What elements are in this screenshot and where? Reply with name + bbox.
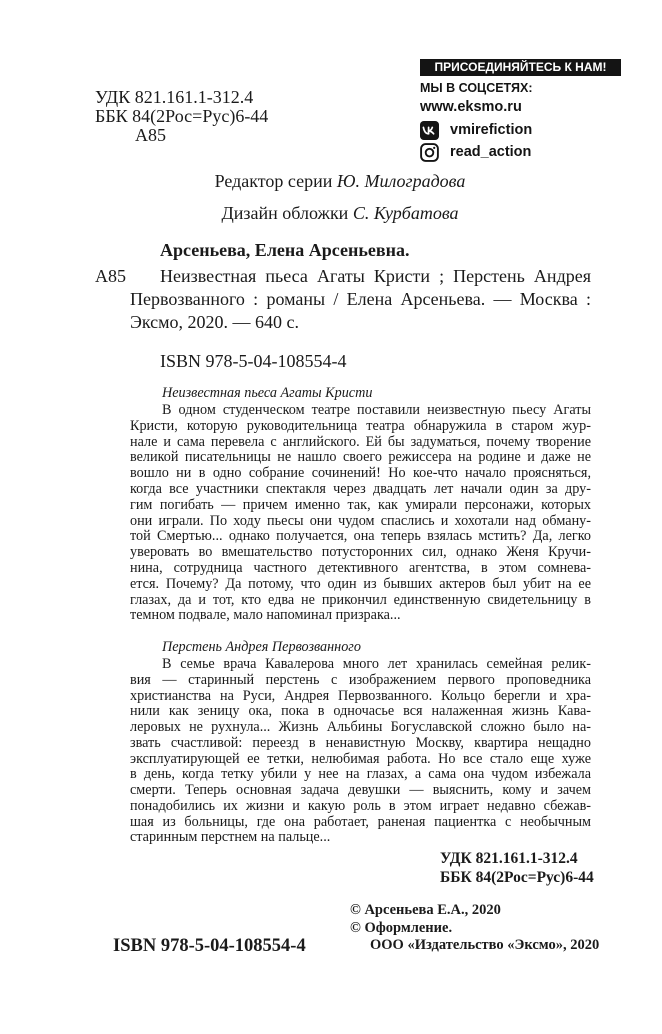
annotation-line: ется. Почему? Да потому, что один из бывших актеров был убит на ее [130, 575, 591, 592]
bib-line: Неизвестная пьеса Агаты Кристи ; Перстень Андрея [160, 266, 591, 286]
annotation-title: Неизвестная пьеса Агаты Кристи [162, 385, 373, 401]
udk-code: УДК 821.161.1-312.4 [95, 87, 254, 107]
annotation-line: Кристи, которую руководительница театра обнаружила в старом жур- [130, 417, 591, 434]
instagram-icon [420, 143, 439, 162]
classification-block [95, 88, 268, 145]
annotation-line: В одном студенческом театре поставили неизвестную пьесу Агаты [162, 402, 591, 418]
isbn-record: ISBN 978-5-04-108554-4 [160, 351, 347, 371]
vk-handle: vmirefiction [450, 122, 533, 138]
website-url: www.eksmo.ru [420, 99, 522, 115]
annotation-line: В семье врача Кавалерова много лет хранилась семейная релик- [162, 656, 591, 672]
series-editor-name: Ю. Милоградова [336, 171, 466, 191]
annotation-line: эксплуатирующей ее тетки, нелюбимая работа. Но все стало еще хуже [130, 750, 591, 767]
annotation-line: в день, когда тетку убили у нее на глазах, а сама она чудом избежала [130, 766, 591, 783]
bib-author-mark: А85 [95, 266, 126, 286]
annotation-line: они играли. По ходу пьесы они чудом спаслись и хохотали над обману- [130, 512, 591, 529]
annotation-line: леровых не рухнула... Жизнь Альбины Богуславской сложно было на- [130, 719, 591, 735]
cover-design-label: Дизайн обложки [221, 203, 349, 223]
vk-icon [420, 121, 439, 140]
annotation-line: нили как зеницу ока, пока в одночасье вся налаженная жизнь Кава- [130, 703, 591, 720]
copyright-author: © Арсеньева Е.А., 2020 [350, 902, 501, 918]
annotation-line: звать счастливой: переезд в ненавистную Москву, квартира нещадно [130, 734, 591, 751]
annotation-title: Перстень Андрея Первозванного [162, 639, 361, 655]
annotation-line: вошло ни в одно собрание сочинений! Но кое-что начало проясняться, [130, 465, 591, 482]
author-heading: Арсеньева, Елена Арсеньевна. [160, 240, 410, 260]
author-mark: А85 [135, 125, 166, 145]
footer-bbk-code: ББК 84(2Рос=Рус)6-44 [440, 869, 594, 886]
annotation-line: христианства на Руси, Андрея Первозванного. Кольцо берегли и хра- [130, 687, 591, 704]
instagram-handle: read_action [450, 144, 532, 160]
annotation-line: гим погибать — причем именно так, как умирали персонажи, которых [130, 496, 591, 513]
cover-design-credit [100, 202, 580, 224]
annotation-line: нале и сама перевела с английского. Ей бы задуматься, почему творение [130, 433, 591, 450]
annotation-line: шая из больницы, где она работает, раненая пациентка с необычным [130, 813, 591, 830]
annotation-line: когда все участники спектакля через двадцать лет начали один за дру- [130, 480, 591, 497]
annotation-line: старинным перстнем на пальце... [130, 829, 331, 846]
annotation-line: вия — старинный перстень с изображением первого проповедника [130, 671, 591, 688]
bbk-code: ББК 84(2Рос=Рус)6-44 [95, 106, 269, 126]
footer-isbn: ISBN 978-5-04-108554-4 [113, 936, 306, 956]
footer-udk-code: УДК 821.161.1-312.4 [440, 850, 578, 867]
annotation-line: понадобились их жизни и какую роль в этом играет недавно сбежав- [130, 797, 591, 814]
bib-line: Эксмо, 2020. — 640 с. [130, 312, 300, 332]
footer-classification [440, 849, 594, 887]
annotation-line: великой писательницы не нашло своего режиссера на родине и даже не [130, 449, 591, 466]
copyright-design: © Оформление. [350, 919, 453, 936]
annotation-line: глазах, да и тот, кто едва не прикончил единственную свидетельницу в [130, 591, 591, 608]
series-editor-label: Редактор серии [214, 171, 333, 191]
cover-design-name: С. Курбатова [352, 203, 459, 223]
annotation-line: смерти. Теперь основная задача девушки — выяснить, кому и зачем [130, 782, 591, 798]
bibliographic-description [130, 265, 591, 334]
annotation-line: уверовать во вмешательство потусторонних сил, однако Женя Кручи- [130, 544, 591, 561]
annotation-line: нина, сотрудница частного детективного агентства, в этом сомнева- [130, 559, 591, 576]
copyright-block [350, 902, 599, 955]
annotation-line: той Смертью... однако получается, она теперь взялась мстить? Да, легко [130, 528, 591, 545]
annotation-line: темном подвале, мало напоминал призрака... [130, 607, 401, 624]
annotation-text [130, 657, 591, 846]
publisher-name: ООО «Издательство «Эксмо», 2020 [370, 937, 600, 953]
vk-row [420, 120, 532, 140]
instagram-row [420, 142, 531, 162]
series-editor-credit [100, 170, 580, 192]
bib-line: Первозванного : романы / Елена Арсеньева. — Москва : [130, 289, 591, 309]
join-us-banner: ПРИСОЕДИНЯЙТЕСЬ К НАМ! [420, 59, 621, 76]
annotation-text [130, 403, 591, 624]
social-heading: МЫ В СОЦСЕТЯХ: [420, 81, 533, 95]
